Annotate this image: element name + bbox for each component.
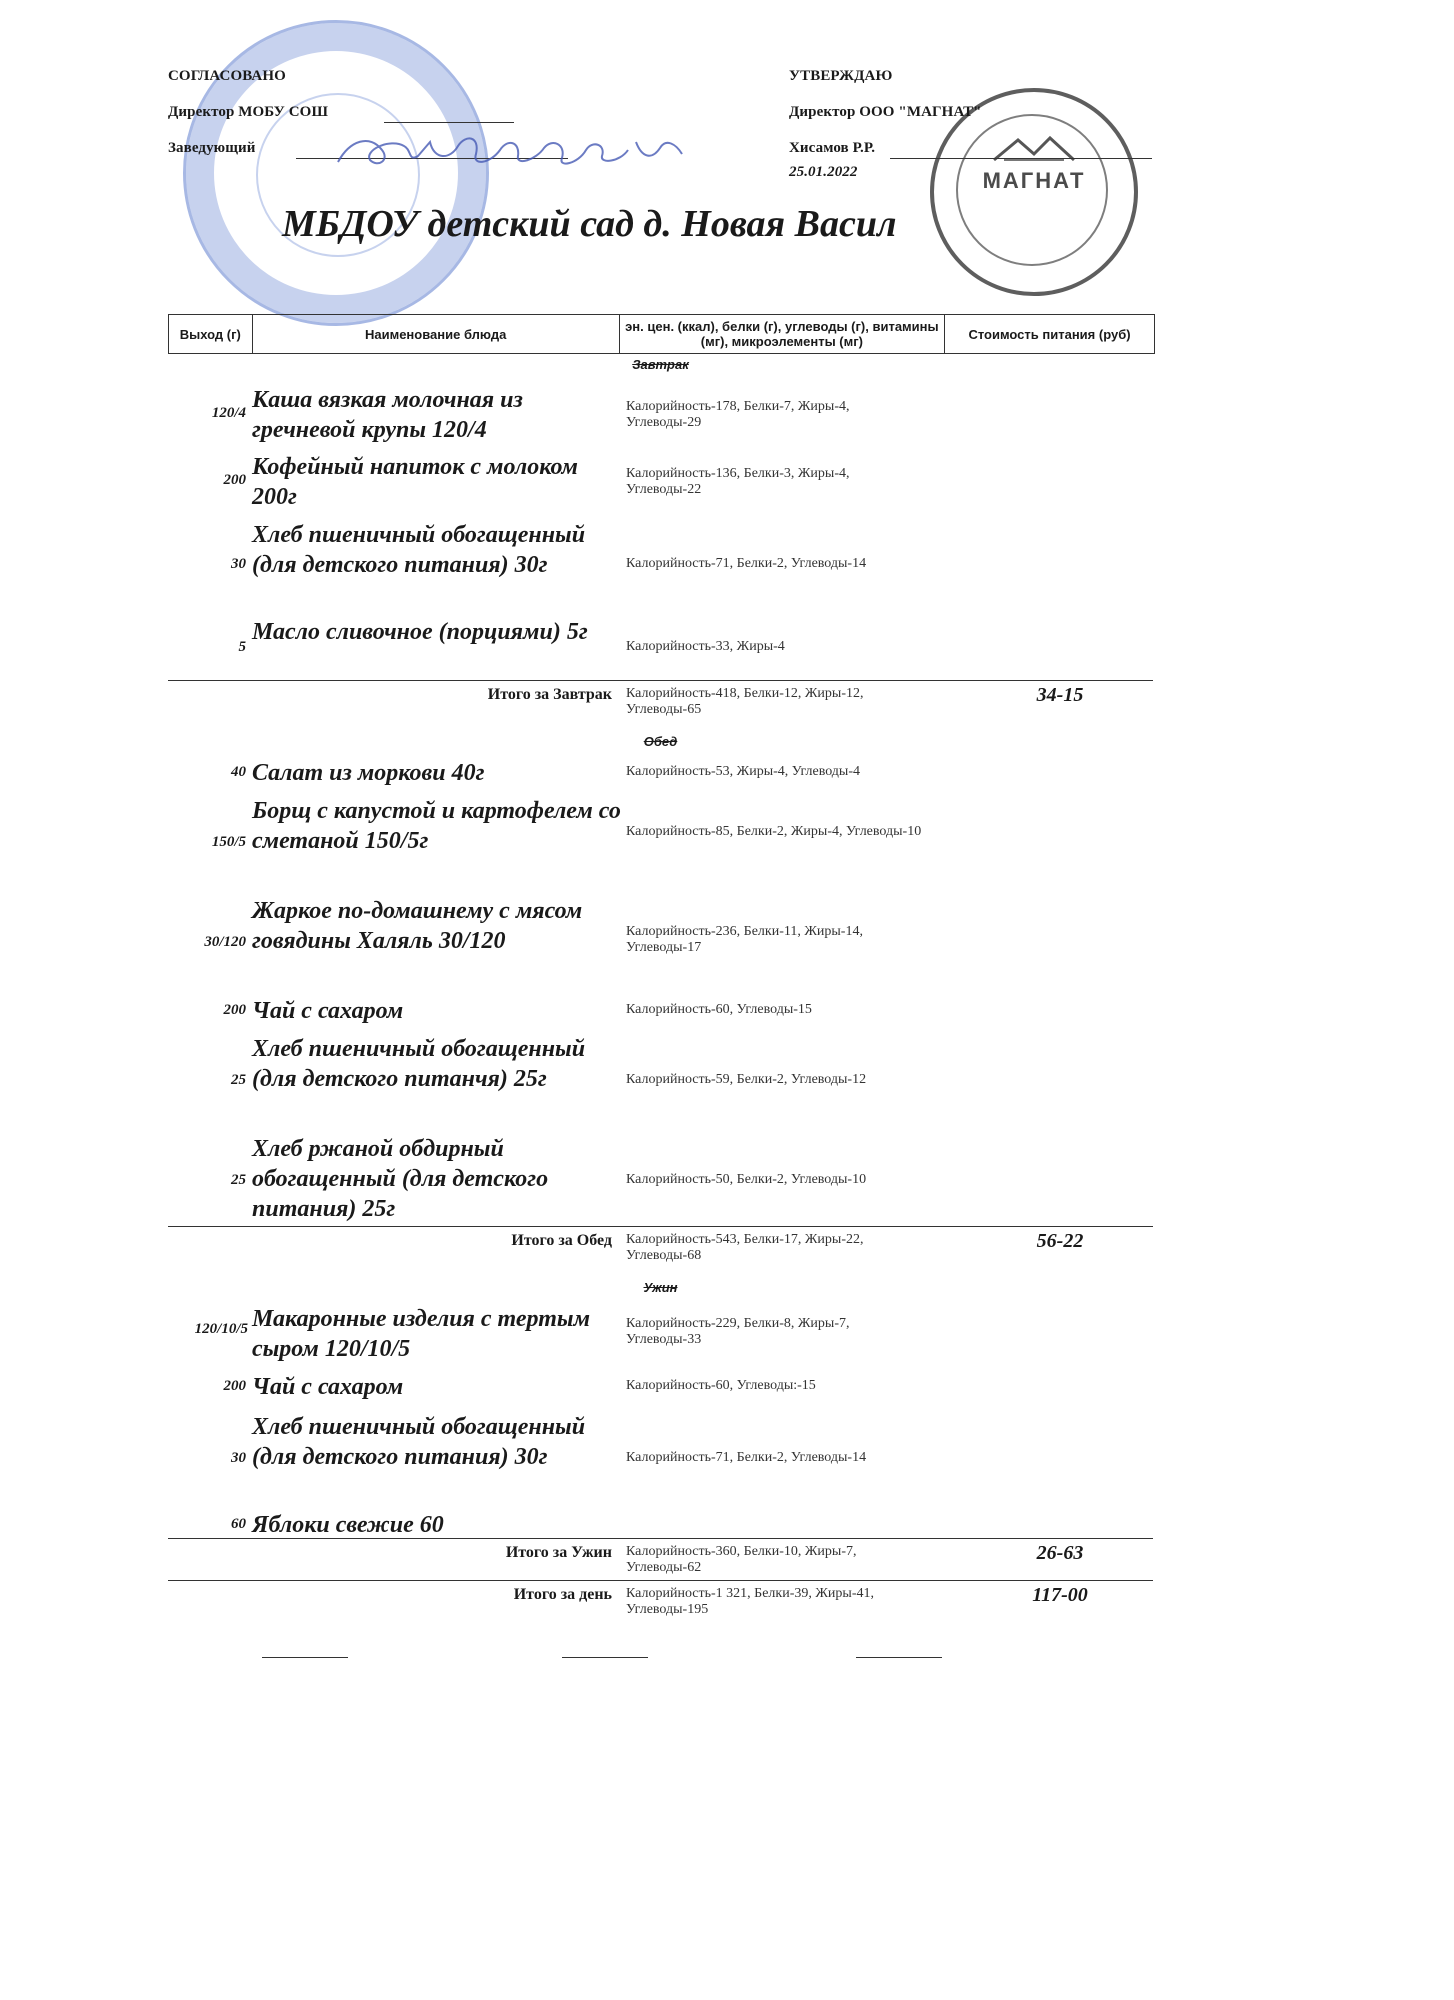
- breakfast-total-divider: [168, 680, 1153, 681]
- row-qty: 40: [231, 764, 246, 780]
- section-title-breakfast: Завтрак: [632, 357, 689, 372]
- row-dish: Хлеб пшеничный обогащенный (для детского питанчя) 25г: [252, 1036, 586, 1092]
- row-dish: Масло сливочное (порциями) 5г: [252, 619, 588, 645]
- breakfast-total-cost: 34-15: [1036, 684, 1084, 706]
- day-total-divider: [168, 1580, 1153, 1581]
- signature-blank-1: [262, 1657, 348, 1658]
- row-nutrition: Калорийность-71, Белки-2, Углеводы-14: [626, 556, 867, 571]
- header-cost: Стоимость питания (руб): [968, 326, 1131, 342]
- row-nutrition: Калорийность-85, Белки-2, Жиры-4, Углеводы-10: [626, 824, 922, 839]
- row-dish: Хлеб ржаной обдирный обогащенный (для детского питания) 25г: [252, 1136, 549, 1222]
- row-nutrition: Калорийность-53, Жиры-4, Углеводы-4: [626, 764, 861, 779]
- row-nutrition: Калорийность-60, Углеводы-15: [626, 1002, 812, 1017]
- lunch-total-cost: 56-22: [1036, 1230, 1084, 1252]
- row-qty: 30: [231, 556, 246, 572]
- row-dish: Жаркое по-домашнему с мясом говядины Халяль 30/120: [252, 898, 583, 954]
- row-nutrition: Калорийность-60, Углеводы:-15: [626, 1378, 816, 1393]
- section-title-lunch: Обед: [643, 734, 678, 749]
- row-dish: Чай с сахаром: [252, 1374, 404, 1400]
- company-director-signature-line: [890, 158, 1152, 159]
- row-dish: Хлеб пшеничный обогащенный (для детского питания) 30г: [252, 1414, 586, 1470]
- school-director-label: Директор МОБУ СОШ: [168, 104, 329, 120]
- row-nutrition: Калорийность-50, Белки-2, Углеводы-10: [626, 1172, 867, 1187]
- company-director-name: Хисамов Р.Р.: [789, 140, 876, 156]
- row-qty: 25: [231, 1172, 246, 1188]
- dinner-total-cost: 26-63: [1036, 1542, 1084, 1564]
- lunch-total-divider: [168, 1226, 1153, 1227]
- row-nutrition: Калорийность-229, Белки-8, Жиры-7, Углеводы-33: [626, 1316, 850, 1347]
- section-title-dinner: Ужин: [643, 1280, 678, 1295]
- row-qty: 5: [238, 639, 246, 655]
- signature-blank-3: [856, 1657, 942, 1658]
- header-nutrition: эн. цен. (ккал), белки (г), углеводы (г), витамины (мг), микроэлементы (мг): [620, 315, 945, 353]
- row-nutrition: Калорийность-71, Белки-2, Углеводы-14: [626, 1450, 867, 1465]
- row-nutrition: Калорийность-178, Белки-7, Жиры-4, Углеводы-29: [626, 399, 850, 430]
- breakfast-total-label: Итого за Завтрак: [487, 686, 612, 703]
- row-qty: 30/120: [204, 934, 246, 950]
- menu-table-header: [168, 314, 1155, 354]
- head-label: Заведующий: [168, 140, 256, 156]
- row-qty: 200: [223, 472, 246, 488]
- row-nutrition: Калорийность-136, Белки-3, Жиры-4, Углеводы-22: [626, 466, 850, 497]
- day-total-nutrition: Калорийность-1 321, Белки-39, Жиры-41, Углеводы-195: [626, 1586, 874, 1617]
- row-dish: Салат из моркови 40г: [252, 760, 485, 786]
- row-qty: 120/10/5: [194, 1321, 248, 1337]
- row-nutrition: Калорийность-59, Белки-2, Углеводы-12: [626, 1072, 867, 1087]
- day-total-cost: 117-00: [1032, 1584, 1088, 1606]
- right-stamp-emblem: [990, 134, 1078, 164]
- row-dish: Макаронные изделия с тертым сыром 120/10/5: [252, 1306, 591, 1362]
- row-dish: Каша вязкая молочная из гречневой крупы 120/4: [252, 387, 523, 443]
- dinner-total-nutrition: Калорийность-360, Белки-10, Жиры-7, Углеводы-62: [626, 1544, 857, 1575]
- document-title: МБДОУ детский сад д. Новая Васил: [282, 203, 897, 245]
- row-qty: 200: [223, 1378, 246, 1394]
- header-qty: Выход (г): [169, 315, 253, 353]
- row-dish: Яблоки свежие 60: [252, 1512, 444, 1538]
- row-nutrition: Калорийность-236, Белки-11, Жиры-14, Углеводы-17: [626, 924, 863, 955]
- company-director-label: Директор ООО "МАГНАТ": [789, 104, 982, 120]
- row-qty: 60: [231, 1516, 246, 1532]
- row-qty: 150/5: [211, 834, 246, 850]
- row-dish: Борщ с капустой и картофелем со сметаной 150/5г: [252, 798, 621, 854]
- row-qty: 25: [231, 1072, 246, 1088]
- lunch-total-nutrition: Калорийность-543, Белки-17, Жиры-22, Углеводы-68: [626, 1232, 864, 1263]
- agreed-label: СОГЛАСОВАНО: [168, 68, 286, 84]
- row-dish: Кофейный напиток с молоком 200г: [252, 454, 578, 510]
- handwritten-signature: [330, 120, 690, 180]
- approval-date: 25.01.2022: [789, 164, 858, 180]
- row-dish: Хлеб пшеничный обогащенный (для детского питания) 30г: [252, 522, 586, 578]
- row-qty: 200: [223, 1002, 246, 1018]
- row-nutrition: Калорийность-33, Жиры-4: [626, 639, 785, 654]
- dinner-total-label: Итого за Ужин: [505, 1544, 612, 1561]
- row-qty: 120/4: [211, 405, 246, 421]
- row-dish: Чай с сахаром: [252, 998, 404, 1024]
- row-qty: 30: [231, 1450, 246, 1466]
- header-dish: Наименование блюда: [253, 315, 620, 353]
- approve-label: УТВЕРЖДАЮ: [789, 68, 893, 84]
- signature-blank-2: [562, 1657, 648, 1658]
- right-stamp-logo-text: МАГНАТ: [982, 168, 1086, 193]
- lunch-total-label: Итого за Обед: [511, 1232, 612, 1249]
- breakfast-total-nutrition: Калорийность-418, Белки-12, Жиры-12, Углеводы-65: [626, 686, 864, 717]
- dinner-total-divider: [168, 1538, 1153, 1539]
- day-total-label: Итого за день: [513, 1586, 612, 1603]
